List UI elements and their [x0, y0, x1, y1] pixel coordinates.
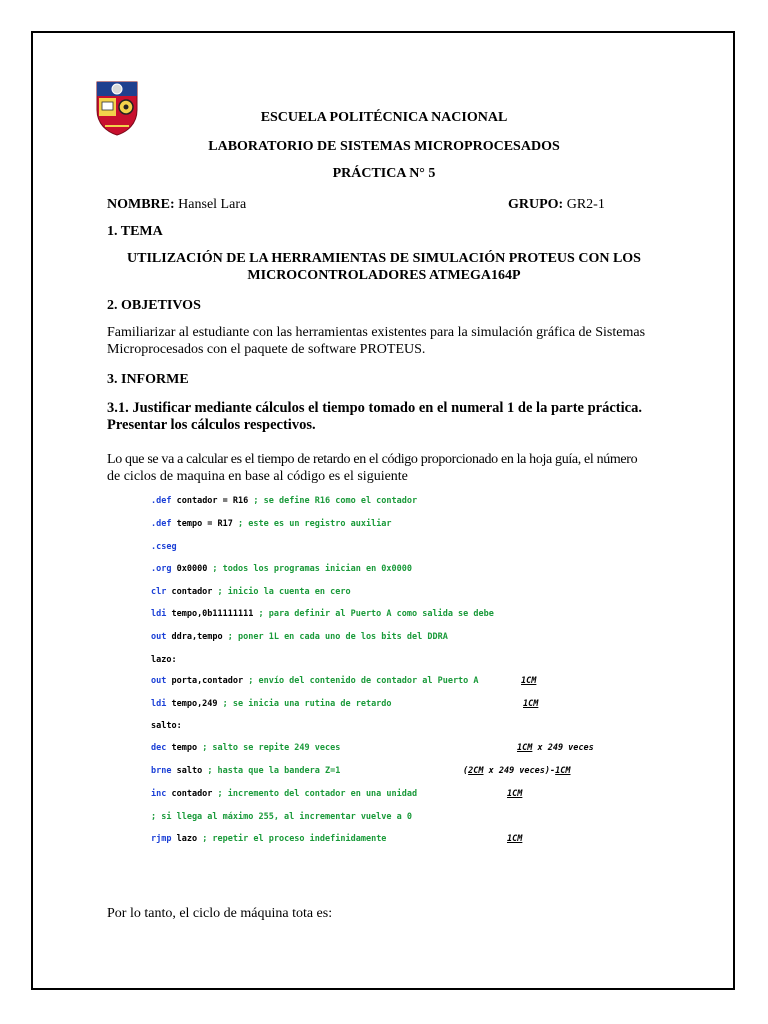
cycle-value: 2CM — [468, 766, 484, 776]
cycle-multiplier: x 249 veces — [532, 743, 594, 753]
code-comment: ; todos los programas inician en 0x0000 — [207, 564, 413, 574]
code-operands: tempo — [166, 743, 198, 753]
code-keyword: ldi — [151, 699, 167, 709]
question-3-1-line-2: Presentar los cálculos respectivos. — [107, 417, 316, 433]
code-operands: tempo = R17 — [171, 519, 233, 529]
practice-number: PRÁCTICA N° 5 — [332, 166, 436, 181]
cycle-dec-tempo — [517, 743, 594, 753]
code-operands: salto: — [151, 721, 182, 731]
code-keyword: clr — [151, 587, 167, 597]
code-keyword: .cseg — [151, 542, 177, 552]
cycle-value: 1CM — [507, 834, 523, 844]
code-line — [151, 766, 340, 776]
cycle-value: 1CM — [555, 766, 571, 776]
code-line — [151, 789, 417, 799]
code-comment: ; para definir al Puerto A como salida se debe — [253, 609, 494, 619]
code-comment: ; se inicia una rutina de retardo — [217, 699, 392, 709]
cycle-inc-contador — [507, 789, 522, 799]
code-line — [151, 609, 494, 619]
code-line — [151, 519, 392, 529]
school-name: ESCUELA POLITÉCNICA NACIONAL — [260, 110, 508, 125]
name-label: NOMBRE: — [107, 197, 175, 212]
objetivos-line-1: Familiarizar al estudiante con las herramientas existentes para la simulación gráfica de Sistemas — [107, 325, 646, 340]
code-keyword: brne — [151, 766, 172, 776]
cycle-multiplier: x 249 veces)- — [483, 766, 556, 776]
group-label: GRUPO: — [508, 197, 564, 212]
name-value: Hansel Lara — [178, 197, 247, 212]
code-line — [151, 655, 177, 665]
code-line — [151, 542, 177, 552]
code-keyword: ldi — [151, 609, 167, 619]
objetivos-heading: 2. OBJETIVOS — [107, 298, 201, 313]
code-line — [151, 699, 392, 709]
code-operands: tempo,0b11111111 — [166, 609, 254, 619]
university-crest-icon — [93, 80, 141, 136]
cycle-out-porta — [521, 676, 536, 686]
code-keyword: inc — [151, 789, 167, 799]
intro-line-2: de ciclos de maquina en base al código es el siguiente — [107, 469, 408, 484]
cycle-value: 1CM — [523, 699, 539, 709]
code-comment: ; se define R16 como el contador — [248, 496, 418, 506]
cycle-ldi-tempo — [523, 699, 538, 709]
cycle-paren: ( — [463, 766, 469, 776]
code-comment: ; repetir el proceso indefinidamente — [197, 834, 387, 844]
code-operands: contador — [166, 587, 213, 597]
cycle-value: 1CM — [517, 743, 533, 753]
code-keyword: .def — [151, 519, 172, 529]
code-line — [151, 721, 182, 731]
code-operands: porta,contador — [166, 676, 244, 686]
lab-name: LABORATORIO DE SISTEMAS MICROPROCESADOS — [208, 139, 560, 154]
intro-line-1: Lo que se va a calcular es el tiempo de retardo en el código proporcionado en la hoja guía, el número — [107, 452, 638, 467]
code-line — [151, 587, 351, 597]
code-comment: ; salto se repite 249 veces — [197, 743, 341, 753]
code-operands: lazo — [171, 834, 198, 844]
code-keyword: rjmp — [151, 834, 172, 844]
code-comment: ; envío del contenido de contador al Puerto A — [243, 676, 479, 686]
code-keyword: out — [151, 676, 167, 686]
code-comment: ; hasta que la bandera Z=1 — [202, 766, 341, 776]
code-keyword: dec — [151, 743, 167, 753]
code-line — [151, 812, 412, 822]
cycle-rjmp-lazo — [507, 834, 522, 844]
code-line — [151, 834, 386, 844]
code-comment: ; poner 1L en cada uno de los bits del DDRA — [222, 632, 448, 642]
tema-title-line-1: UTILIZACIÓN DE LA HERRAMIENTAS DE SIMULACIÓN PROTEUS CON LOS — [127, 251, 641, 266]
cycle-value: 1CM — [521, 676, 537, 686]
code-comment: ; incremento del contador en una unidad — [212, 789, 418, 799]
code-operands: salto — [171, 766, 203, 776]
code-keyword: .org — [151, 564, 172, 574]
objetivos-line-2: Microprocesados con el paquete de software PROTEUS. — [107, 342, 426, 357]
code-line — [151, 564, 412, 574]
code-operands: tempo,249 — [166, 699, 218, 709]
cycle-brne-salto — [463, 766, 571, 776]
informe-heading: 3. INFORME — [107, 372, 189, 387]
group-value: GR2-1 — [566, 197, 605, 212]
cycle-value: 1CM — [507, 789, 523, 799]
student-name-row — [107, 196, 246, 213]
code-operands: lazo: — [151, 655, 177, 665]
code-operands: 0x0000 — [171, 564, 208, 574]
conclusion-text: Por lo tanto, el ciclo de máquina tota es: — [107, 906, 333, 921]
question-3-1-line-1: 3.1. Justificar mediante cálculos el tiempo tomado en el numeral 1 de la parte práctica. — [107, 400, 642, 416]
code-operands: contador — [166, 789, 213, 799]
tema-title-line-2: MICROCONTROLADORES ATMEGA164P — [247, 268, 521, 283]
group-row — [508, 196, 605, 213]
code-line — [151, 632, 448, 642]
code-comment: ; si llega al máximo 255, al incrementar vuelve a 0 — [151, 812, 412, 822]
code-line — [151, 496, 417, 506]
code-line — [151, 676, 479, 686]
code-keyword: .def — [151, 496, 172, 506]
code-comment: ; inicio la cuenta en cero — [212, 587, 351, 597]
code-line — [151, 743, 340, 753]
code-keyword: out — [151, 632, 167, 642]
tema-heading: 1. TEMA — [107, 224, 163, 239]
code-operands: contador = R16 — [171, 496, 249, 506]
code-operands: ddra,tempo — [166, 632, 223, 642]
code-comment: ; este es un registro auxiliar — [232, 519, 392, 529]
